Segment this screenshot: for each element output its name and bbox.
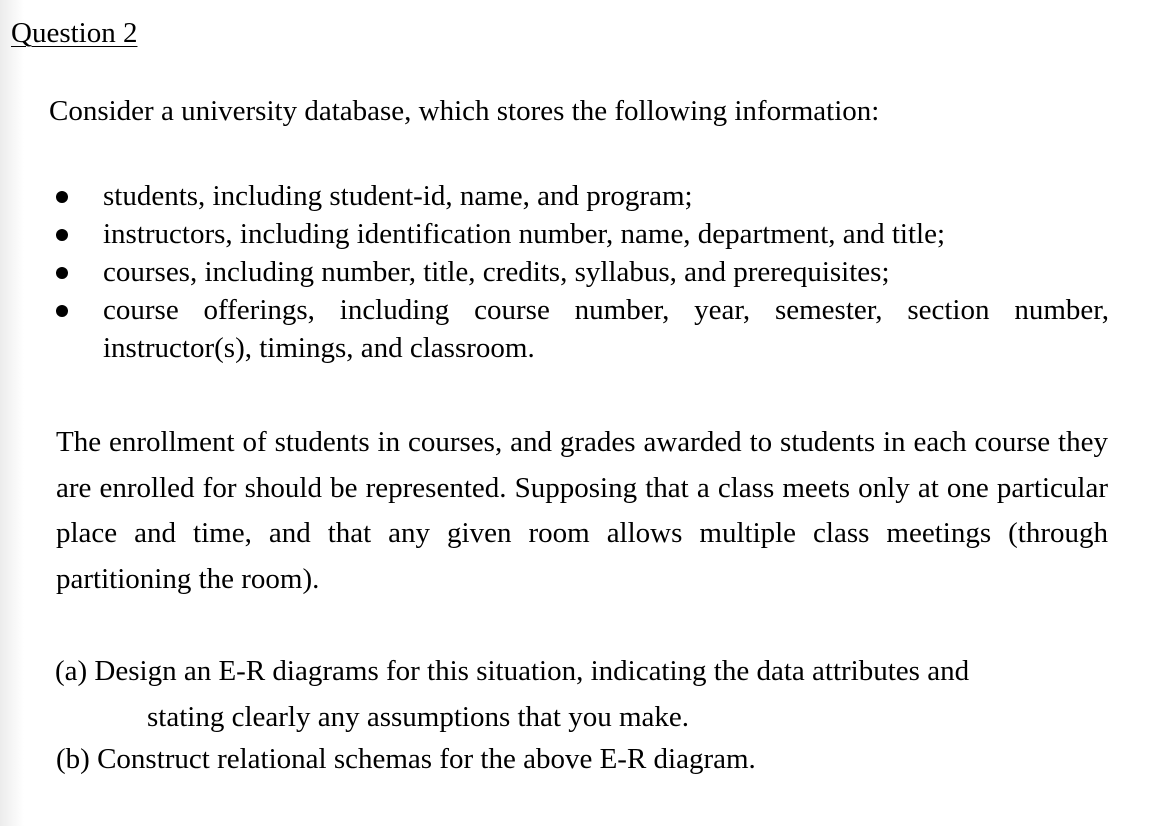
list-item-text: course offerings, including course number, year, semester, section number, instructor(s), timings, and classroom. (103, 294, 1109, 364)
part-a-line2: stating clearly any assumptions that you make. (147, 701, 690, 733)
list-item-text: courses, including number, title, credits, syllabus, and prerequisites; (103, 256, 890, 288)
part-b: (b) Construct relational schemas for the above E-R diagram. (56, 743, 756, 775)
bullet-icon (56, 191, 68, 203)
list-item-text: instructors, including identification number, name, department, and title; (103, 218, 946, 250)
part-a-line1: (a) Design an E-R diagrams for this situation, indicating the data attributes and (55, 655, 970, 687)
enrollment-paragraph: The enrollment of students in courses, and grades awarded to students in each course they are enrolled for should be represented. Supposing that a class meets only at one particular place and time, and that any given room allows multiple class meetings (through partitioning the room). (56, 426, 1108, 595)
bullet-icon (56, 305, 68, 317)
part-a (56, 648, 1108, 740)
list-item-text: students, including student-id, name, and program; (103, 180, 693, 212)
bullet-icon (56, 267, 68, 279)
page-edge-shadow (0, 0, 24, 826)
question-heading: Question 2 (11, 17, 138, 49)
bullet-icon (56, 229, 68, 241)
list-item (53, 253, 1109, 291)
intro-text: Consider a university database, which stores the following information: (49, 95, 880, 127)
list-item (53, 291, 1109, 367)
list-item (53, 215, 1109, 253)
list-item (53, 177, 1109, 215)
information-list (53, 177, 1109, 367)
